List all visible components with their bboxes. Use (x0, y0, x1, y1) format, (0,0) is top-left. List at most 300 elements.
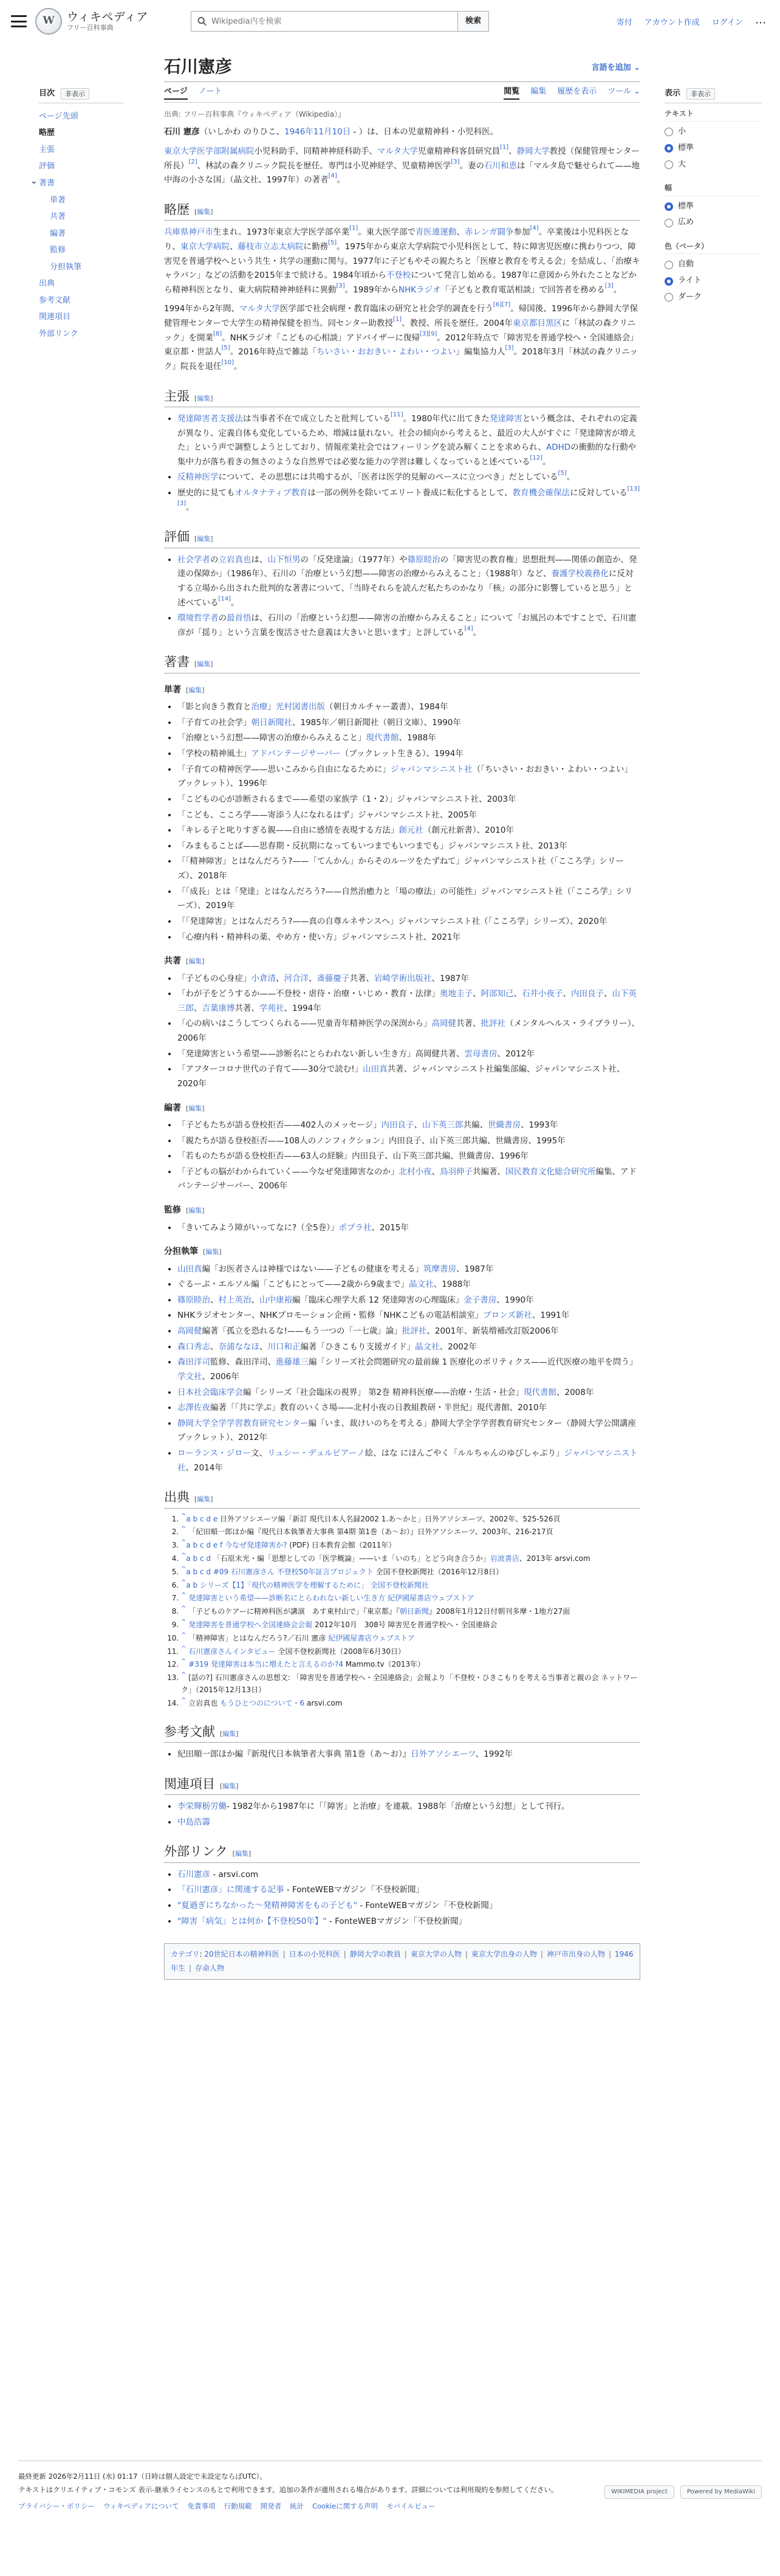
toc-link[interactable]: 主張 (39, 145, 55, 154)
link[interactable]: 日本社会臨床学会 (177, 1387, 243, 1397)
radio-option[interactable] (665, 199, 762, 215)
link[interactable]: 進藤雄三 (276, 1357, 309, 1368)
link[interactable]: 朝日新聞 (399, 1607, 429, 1616)
edit-link[interactable]: 編集 (205, 1248, 219, 1256)
main-menu-icon[interactable] (11, 15, 27, 27)
footer-badge[interactable]: Powered by MediaWiki (680, 2485, 762, 2499)
list-item (177, 839, 640, 854)
bracket: [ (220, 1729, 223, 1738)
link[interactable]: シリーズ【1】「現代の精神医学を理解するために」 (197, 1580, 369, 1589)
radio-icon[interactable] (665, 128, 673, 136)
toc-link[interactable]: 参考文献 (39, 295, 71, 305)
citation-link[interactable]: ^ (181, 1605, 186, 1613)
citation-link[interactable]: [5] (221, 345, 230, 352)
link[interactable]: 河合洋 (284, 973, 309, 983)
citation-link[interactable]: [5] (328, 239, 337, 246)
link[interactable]: マルタ大学 (377, 146, 418, 156)
citation-link[interactable]: [8] (213, 330, 222, 337)
text: 、 (230, 241, 238, 252)
text: 「こどもの心が診断されるまで——希望の家族学（1・2）」ジャパンマシニスト社、2003年 (177, 794, 516, 804)
radio-icon[interactable] (665, 160, 673, 169)
link[interactable]: 藤枝市立志太病院 (238, 241, 304, 252)
text: 「「精神障害」とはなんだろう?——「てんかん」からそのルーツをたずねて」ジャパンマシニスト社（「こころ学」シリーズ）、2018年 (177, 856, 624, 881)
radio-option[interactable] (665, 289, 762, 306)
text: 「影と向きう教育と (177, 702, 251, 712)
link[interactable]: 雲母書房 (464, 1049, 498, 1059)
tab[interactable]: 履歴を表示 (557, 87, 597, 97)
link[interactable]: 金子書房 (464, 1295, 497, 1305)
citation-link[interactable]: ^ (181, 1696, 186, 1704)
wikipedia-globe-icon: W (35, 8, 62, 35)
citation-link[interactable]: [12] (530, 454, 543, 461)
text: 絵、はな にほんごやく「ルルちゃんのゆびしゃぶり」 (364, 1448, 564, 1459)
text: （朝日カルチャー叢書）、1984年 (325, 702, 448, 712)
link[interactable]: 石川和恵 (484, 160, 518, 171)
citation-link[interactable]: [1] (392, 316, 402, 323)
bullet-list (177, 1748, 640, 1762)
edit-link[interactable]: 編集 (188, 686, 202, 694)
citation-link[interactable]: ^ (181, 1552, 186, 1560)
link[interactable]: 今なぜ発達障害か? (222, 1541, 287, 1550)
appearance-group (665, 182, 762, 231)
citation-link[interactable]: [1] (349, 225, 358, 232)
toc-link[interactable]: 著書 (39, 178, 55, 188)
link[interactable]: 立岩真也 (218, 554, 251, 565)
link[interactable]: マルタ大学 (239, 304, 280, 314)
link[interactable]: 青医連運動 (415, 227, 457, 238)
appearance-hide-button[interactable]: 非表示 (686, 88, 715, 100)
link[interactable]: 教育機会確保法 (512, 488, 570, 498)
search-box[interactable] (191, 11, 458, 32)
link[interactable]: 内田良子 (571, 989, 604, 999)
link[interactable]: 鳥羽伸子 (440, 1166, 473, 1177)
link[interactable]: 学苑社 (259, 1003, 284, 1013)
citation-link[interactable]: [2] (188, 158, 197, 165)
link[interactable]: 高岡健 (177, 1326, 202, 1337)
bullet-list (177, 1800, 640, 1830)
toc-item[interactable] (39, 208, 124, 226)
edit-link[interactable]: 編集 (234, 1850, 248, 1858)
list-item (177, 1883, 640, 1898)
radio-icon[interactable] (665, 261, 673, 269)
link[interactable]: 養護学校義務化 (551, 569, 609, 579)
citation-link[interactable]: ^ (181, 1526, 186, 1533)
radio-option[interactable] (665, 215, 762, 231)
citation-link[interactable]: [1] (499, 144, 509, 151)
link[interactable]: "障害「病気」とは何か【不登校50年】" (177, 1916, 327, 1926)
link[interactable]: 篠原睦治 (177, 1295, 210, 1305)
citation-link[interactable]: [3] (604, 282, 614, 289)
citation-link[interactable]: [6][7] (493, 301, 511, 309)
toc-link[interactable]: 分担執筆 (50, 262, 82, 272)
link[interactable]: 批評社 (402, 1326, 427, 1337)
citation-link[interactable]: [10] (221, 359, 234, 366)
citation-link[interactable]: [3] (505, 345, 514, 352)
link[interactable]: a b (186, 1580, 198, 1589)
text: 監修、森田洋司、 (210, 1357, 276, 1368)
link[interactable]: a b c d e (186, 1514, 218, 1523)
edit-link[interactable]: 編集 (188, 957, 202, 966)
toc-item[interactable] (39, 142, 124, 159)
footer-link[interactable]: プライバシー・ポリシー (18, 2501, 95, 2510)
toc-item[interactable] (39, 125, 124, 142)
edit-link[interactable]: 編集 (197, 660, 211, 669)
link[interactable]: 川口和正 (267, 1341, 301, 1352)
text: ぐるーぷ・エルソル編「こどもにとって——2歳から9歳まで」 (177, 1279, 409, 1290)
link[interactable]: 小倉清 (251, 973, 276, 983)
link[interactable]: 吉葉康博 (202, 1003, 235, 1013)
footer-link[interactable]: ウィキペディアについて (103, 2501, 179, 2510)
link[interactable]: 治療 (251, 702, 268, 712)
toc-link[interactable]: 評価 (39, 162, 55, 171)
link[interactable]: もうひとつのについて・6 (220, 1698, 305, 1707)
tab[interactable]: ノート (198, 87, 222, 97)
text: 歴史的に見ても (177, 488, 235, 498)
link[interactable]: NHKラジオ (399, 284, 441, 295)
bracket: [ (194, 394, 197, 402)
more-options-icon[interactable]: ⋯ (755, 16, 767, 29)
footer-link[interactable]: Cookieに関する声明 (312, 2501, 378, 2510)
link[interactable]: 岩波書店 (490, 1554, 519, 1563)
citation-link[interactable]: ^ (181, 1672, 186, 1679)
paragraph (164, 226, 640, 297)
link[interactable]: 山中康裕 (259, 1295, 292, 1305)
link[interactable]: ジャパンマシニスト社 (177, 1448, 638, 1473)
link[interactable]: 創元社 (399, 825, 423, 836)
link[interactable]: 不登校 (386, 270, 411, 281)
link[interactable]: 山田真 (363, 1064, 388, 1075)
footer-badge[interactable]: WIKIMEDIA project (604, 2485, 674, 2499)
link[interactable]: 晶文社 (409, 1279, 434, 1290)
link[interactable]: 現代書館 (524, 1387, 556, 1397)
citation-link[interactable]: ^ (181, 1631, 186, 1639)
toc-link[interactable]: 単著 (50, 195, 66, 205)
category-link[interactable]: 東京大学出身の人物 (471, 1950, 537, 1959)
toc-item[interactable] (39, 259, 124, 276)
link[interactable]: #319 発達障害は本当に増えたと言えるのか?4 (186, 1660, 343, 1669)
link[interactable]: 奈浦ななほ (218, 1341, 259, 1352)
site-logo[interactable] (35, 8, 181, 35)
edit-link[interactable]: 編集 (222, 1782, 236, 1790)
link[interactable]: ブロンズ新社 (483, 1310, 532, 1321)
link[interactable]: 紀伊國屋書店ウェブストア (385, 1594, 474, 1603)
text: 。卒業後は小児科医となり、 (164, 227, 629, 252)
citation-link[interactable]: [3][9] (420, 330, 437, 337)
citation-link[interactable]: [11] (391, 411, 403, 418)
toc-link[interactable]: 略歴 (39, 128, 55, 138)
footer-link[interactable]: 行動規範 (224, 2501, 252, 2510)
language-button[interactable]: 言語を追加 ⌄ (591, 63, 640, 72)
text: 1994年から2年間、 (164, 304, 239, 314)
link[interactable]: 篠原睦治 (407, 554, 440, 565)
link[interactable]: 世織書房 (487, 1120, 521, 1130)
header-link[interactable]: 寄付 (616, 18, 632, 27)
tagline: フリー百科事典 (67, 23, 114, 32)
text: 「治療という幻想——障害の治療からみえること」 (177, 733, 366, 743)
link[interactable]: 光村図書出版 (276, 702, 325, 712)
appearance-group-label: テキスト (665, 108, 762, 122)
search-button[interactable]: 検索 (458, 11, 489, 32)
link[interactable]: 石井小夜子 (522, 989, 563, 999)
list-item (177, 412, 640, 470)
link[interactable]: 岩崎学術出版社 (374, 973, 432, 983)
paragraph (164, 302, 640, 374)
text: 、 (259, 1341, 268, 1352)
toc-link[interactable]: ページ先頭 (39, 111, 78, 121)
tab[interactable]: 閲覧 (504, 86, 519, 100)
text: 、 (473, 989, 481, 999)
category-link[interactable]: 20世紀日本の精神科医 (204, 1950, 279, 1959)
category-label[interactable]: カテゴリ (171, 1950, 200, 1959)
toc-link[interactable]: 外部リンク (39, 329, 78, 339)
toc-hide-button[interactable]: 非表示 (61, 88, 89, 100)
link[interactable]: 兵庫県神戸市 (164, 227, 213, 238)
text: 編「臨床心理学大系 12 発達障害の心理臨床」 (292, 1295, 464, 1305)
radio-option[interactable] (665, 257, 762, 273)
radio-icon[interactable] (665, 219, 673, 227)
list-item (177, 972, 640, 987)
link[interactable]: 奥地圭子 (440, 989, 473, 999)
text: 、2012年 (497, 1049, 535, 1059)
link[interactable]: a b c d e f (186, 1541, 223, 1550)
link[interactable]: 筑摩書房 (423, 1264, 456, 1274)
citation-link[interactable]: ^ (181, 1658, 186, 1665)
link[interactable]: 現代書館 (366, 733, 399, 743)
link[interactable]: 東京大学病院 (180, 241, 230, 252)
toc-item[interactable] (39, 309, 124, 326)
link[interactable]: 静岡大学全学学習教育研究センター (177, 1418, 309, 1428)
section-heading-text: 監修 (164, 1205, 181, 1216)
citation-link[interactable]: [5] (558, 470, 567, 477)
link[interactable]: 山下英三郎 (177, 989, 637, 1013)
citation-link[interactable]: ^ (181, 1512, 186, 1520)
link[interactable]: 李栄輝栃労働 (177, 1802, 227, 1812)
radio-icon[interactable] (665, 144, 673, 153)
link[interactable]: 山田真 (177, 1264, 202, 1274)
footer-link[interactable]: 免責事項 (187, 2501, 216, 2510)
tab[interactable]: ページ (164, 86, 188, 100)
link[interactable]: 発達障害という希望——診断名にとらわれない新しい生き方 (186, 1594, 386, 1603)
text: 、2013年 arsvi.com (519, 1554, 590, 1563)
link[interactable]: 東京大学医学部附属病院 (164, 146, 255, 156)
link[interactable]: 環境哲学者 (177, 613, 219, 624)
list-item (181, 1659, 640, 1671)
text: 、 (563, 989, 571, 999)
link[interactable]: ADHD (546, 443, 571, 453)
text: 。 (613, 284, 622, 295)
footer-link[interactable]: 開発者 (260, 2501, 282, 2510)
text: 、 (210, 1341, 219, 1352)
toc-link[interactable]: 出典 (39, 279, 55, 289)
toc-item[interactable] (39, 226, 124, 243)
toc-item[interactable] (39, 292, 124, 309)
bullet-list (177, 972, 640, 1092)
bracket: ] (210, 660, 213, 669)
link[interactable]: 批評社 (481, 1019, 505, 1029)
toc-item[interactable] (39, 326, 124, 343)
citation-link[interactable]: [4] (328, 173, 337, 180)
link[interactable]: #09 石川憲彦さん 不登校50年証言プロジェクト (211, 1567, 374, 1576)
tab[interactable]: ツール ⌄ (607, 87, 640, 97)
toc-item[interactable] (39, 242, 124, 259)
link[interactable]: オルタナティブ教育 (234, 488, 308, 498)
link[interactable]: ジャパンマシニスト社 (391, 764, 473, 774)
link[interactable]: ポプラ社 (338, 1222, 372, 1233)
link[interactable]: アドバンテージサーバー (251, 749, 341, 759)
list-item (177, 987, 640, 1016)
text: 「精神障害」とはなんだろう?／石川 憲彦 (186, 1633, 326, 1642)
link[interactable]: 紀伊國屋書店ウェブストア (326, 1633, 415, 1642)
link[interactable]: 学文社 (177, 1371, 202, 1382)
link[interactable]: 阿部知己 (481, 989, 514, 999)
link[interactable]: 朝日新聞社 (251, 717, 292, 728)
list-item (177, 1800, 640, 1814)
citation-link[interactable]: ^ (181, 1579, 186, 1586)
toc-link[interactable]: 共著 (50, 212, 66, 222)
link[interactable]: 高岡健 (431, 1019, 456, 1029)
link[interactable]: 晶文社 (415, 1341, 440, 1352)
edit-link[interactable]: 編集 (188, 1104, 202, 1112)
link[interactable]: 日外アソシエーツ (411, 1749, 476, 1759)
header-link[interactable]: アカウント作成 (644, 18, 700, 27)
edit-link[interactable]: 編集 (197, 394, 211, 402)
category-link[interactable]: 神戸市出身の人物 (546, 1950, 605, 1959)
link[interactable]: 村上英治 (218, 1295, 251, 1305)
text: 、 (309, 973, 317, 983)
citation-link[interactable]: ^ (181, 1539, 186, 1546)
link[interactable]: 社会学者 (177, 554, 210, 565)
citation-link[interactable]: [4] (530, 225, 539, 232)
link[interactable]: 発達障害者支援法 (177, 413, 243, 424)
link[interactable]: 発達障害を普通学校へ全国連絡会会報 (186, 1620, 313, 1630)
edit-section (186, 1207, 205, 1214)
link[interactable]: 山下恒男 (267, 554, 301, 565)
toc-item[interactable] (39, 275, 124, 292)
category-link[interactable]: 1946年生 (171, 1950, 634, 1972)
bracket: ] (210, 1495, 213, 1504)
citation-link[interactable]: [3] (451, 158, 460, 165)
search-input[interactable] (211, 17, 451, 26)
toc-item[interactable] (39, 108, 124, 125)
toc-item[interactable] (29, 175, 124, 192)
toc-link[interactable]: 監修 (50, 246, 66, 255)
radio-option[interactable] (665, 157, 762, 173)
citation-link[interactable]: [4] (464, 625, 473, 632)
edit-link[interactable]: 編集 (197, 535, 211, 543)
link[interactable]: 東京都目黒区 (512, 319, 562, 329)
category-link[interactable]: 日本の小児科医 (289, 1950, 340, 1959)
bracket: [ (186, 957, 189, 966)
link[interactable]: "夏過ぎにちなかった〜発精神障害をもの子ども" (177, 1900, 357, 1910)
text: の「反発達論」（1977年）や (300, 554, 408, 565)
link[interactable]: 内田良子 (381, 1120, 414, 1130)
link[interactable]: 森田洋司 (177, 1357, 210, 1368)
citation-link[interactable]: ^ (181, 1645, 186, 1652)
colon: : (199, 1950, 205, 1959)
footer-link[interactable]: 統計 (290, 2501, 304, 2510)
radio-option[interactable] (665, 273, 762, 289)
bullet-list (177, 412, 640, 515)
link[interactable]: 森口秀志 (177, 1341, 210, 1352)
link[interactable]: 赤レンガ闘争 (464, 227, 514, 238)
category-link[interactable]: 静岡大学の教員 (349, 1950, 401, 1959)
citation-link[interactable]: [13][3] (177, 486, 640, 507)
separator: | (540, 1950, 543, 1959)
link[interactable]: リュシー・デュルビアーノ (267, 1448, 365, 1459)
category-link[interactable]: 存命人物 (195, 1963, 225, 1972)
toc-item[interactable] (39, 192, 124, 209)
link[interactable]: 石川憲彦 (177, 1869, 210, 1879)
citation-link[interactable]: ^ (181, 1619, 186, 1626)
bracket: [ (194, 207, 197, 216)
appearance-group (665, 108, 762, 173)
link[interactable]: 最首悟 (227, 613, 251, 624)
edit-link[interactable]: 編集 (197, 207, 211, 216)
link[interactable]: 静岡大学 (516, 146, 550, 156)
category-link[interactable]: 東京大学の人物 (410, 1950, 462, 1959)
text: に勤務 (303, 241, 328, 252)
edit-link[interactable]: 編集 (197, 1495, 211, 1504)
link[interactable]: ローランス・ジロー (177, 1448, 251, 1459)
text: 「石原末光・編「思想としての「医学概論」——いま「いのち」とどう向き合うか」 (211, 1554, 490, 1563)
citation-link[interactable]: ^ (181, 1592, 186, 1599)
edit-link[interactable]: 編集 (188, 1207, 202, 1215)
toc-item[interactable] (39, 158, 124, 175)
radio-option[interactable] (665, 140, 762, 157)
link[interactable]: 反精神医学 (177, 472, 219, 483)
tab[interactable]: 編集 (530, 87, 547, 97)
radio-icon[interactable] (665, 202, 673, 211)
link[interactable]: 志澤佐夜 (177, 1403, 210, 1413)
radio-option[interactable] (665, 124, 762, 140)
edit-link[interactable]: 編集 (222, 1729, 236, 1738)
link[interactable]: 山下英三郎 (422, 1120, 464, 1130)
link[interactable]: ちいさい・おおきい・よわい・つよい (316, 347, 456, 357)
toc-link[interactable]: 関連項目 (39, 312, 71, 322)
text: 。1989年から (344, 284, 399, 295)
list-item (181, 1514, 640, 1526)
text: - FonteWEBマガジン「不登校新聞」 (284, 1885, 424, 1895)
text: 「みまもることば——思春期・反抗期になってもいつまでもいつまでも」ジャパンマシニスト社、2013年 (177, 841, 567, 851)
footer-link[interactable]: モバイルビュー (386, 2501, 436, 2510)
text: 、教授、所長を歴任。2004年 (402, 319, 513, 329)
link[interactable]: a b c d (186, 1554, 211, 1563)
link[interactable]: 斎藤慶子 (316, 973, 350, 983)
link[interactable]: a b c d (186, 1567, 211, 1576)
radio-icon[interactable] (665, 277, 673, 286)
radio-icon[interactable] (665, 293, 673, 301)
link[interactable]: 中島浩籌 (177, 1817, 210, 1827)
link[interactable]: 1946年11月10日 (284, 127, 351, 137)
section-heading-text: 分担執筆 (164, 1247, 198, 1257)
appearance-panel (665, 88, 762, 315)
toc-link[interactable]: 編著 (50, 229, 66, 238)
citation-link[interactable]: [3] (336, 282, 345, 289)
citation-link[interactable]: ^ (181, 1565, 186, 1572)
text: 、 (251, 1295, 259, 1305)
list-item (177, 700, 640, 715)
link[interactable]: 石川憲彦さんインタビュー (186, 1647, 276, 1656)
link[interactable]: 国民教育文化総合研究所 (505, 1166, 596, 1177)
link[interactable]: 全国不登校新聞社 (368, 1580, 429, 1589)
link[interactable]: 北村小夜 (399, 1166, 432, 1177)
header-link[interactable]: ログイン (711, 18, 743, 27)
link[interactable]: 発達障害 (489, 413, 522, 424)
section-heading (164, 1245, 640, 1258)
link[interactable]: 「石川憲彦」に関連する記事 (177, 1885, 284, 1895)
citation-link[interactable]: [14] (218, 595, 231, 602)
bullet-list (177, 700, 640, 945)
